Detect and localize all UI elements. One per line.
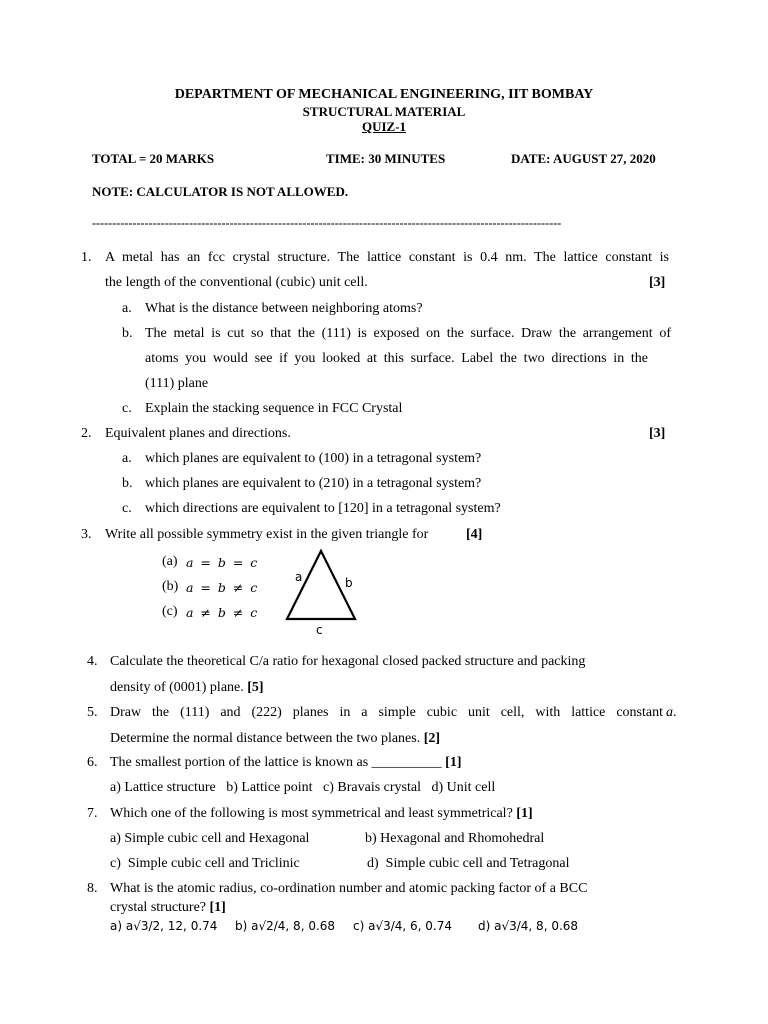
q2c-text: which directions are equivalent to [120] in a tetragonal system? [145,501,501,516]
q8-line1: What is the atomic radius, co-ordination number and atomic packing factor of a BCC [110,881,588,896]
q1b-line3: (111) plane [145,376,209,391]
q6-marks: [1] [445,755,462,770]
q1b-label: b. [122,326,133,341]
q3-option-b-label: (b) [162,579,179,594]
q5-lattice-var: a [666,705,673,720]
time-limit: TIME: 30 MINUTES [326,151,446,166]
q4-line2: density of (0001) plane. [110,680,244,695]
q7-number: 7. [87,806,98,821]
q1b-line2: atoms you would see if you looked at this surface. Label the two directions in the [145,351,648,366]
q6-options: a) Lattice structure b) Lattice point c) Bravais crystal d) Unit cell [110,780,496,795]
q3-option-b: a = b ≠ c [186,580,258,595]
q8-option-d: d) a√3/4, 8, 0.68 [478,919,579,933]
q2a-label: a. [122,451,132,466]
q2-text: Equivalent planes and directions. [105,426,291,441]
q1-number: 1. [81,250,92,265]
q5-line1 [110,705,675,721]
q2a-text: which planes are equivalent to (100) in a tetragonal system? [145,451,482,466]
q5-line2: Determine the normal distance between the two planes. [110,731,421,746]
q5-line1-period: . [673,705,677,720]
q3-option-a-label: (a) [162,554,178,569]
quiz-title: QUIZ-1 [361,119,407,134]
q8-marks: [1] [209,900,226,915]
q6-line-wrap [110,755,462,771]
q4-number: 4. [87,654,98,669]
q8-line2: crystal structure? [110,900,207,915]
q1-line1: A metal has an fcc crystal structure. The lattice constant is 0.4 nm. The lattice constant is [105,250,669,265]
q4-line2-wrap [110,680,264,696]
triangle-side-a-label: a [295,570,303,584]
q1a-label: a. [122,301,132,316]
q6-text: The smallest portion of the lattice is known as __________ [110,755,442,770]
q1c-label: c. [122,401,132,416]
quiz-date: DATE: AUGUST 27, 2020 [511,151,656,166]
q7-line-wrap [110,806,533,822]
q4-marks: [5] [247,680,264,695]
q3-text: Write all possible symmetry exist in the given triangle for [105,527,429,542]
q8-option-a: a) a√3/2, 12, 0.74 [110,919,218,933]
q3-option-c: a ≠ b ≠ c [186,605,258,620]
q8-option-c: c) a√3/4, 6, 0.74 [353,919,453,933]
q1a-text: What is the distance between neighboring atoms? [145,301,423,316]
q3-marks: [4] [466,527,483,542]
q3-option-a: a = b = c [186,555,258,570]
q2b-text: which planes are equivalent to (210) in a tetragonal system? [145,476,482,491]
total-marks: TOTAL = 20 MARKS [92,151,215,166]
q2-number: 2. [81,426,92,441]
q8-number: 8. [87,881,98,896]
q7-option-a: a) Simple cubic cell and Hexagonal [110,831,310,846]
triangle-side-c-label: c [316,623,323,637]
q2c-label: c. [122,501,132,516]
q3-number: 3. [81,527,92,542]
q8-line2-wrap [110,900,226,916]
q4-line1: Calculate the theoretical C/a ratio for hexagonal closed packed structure and packing [110,654,586,669]
q2-marks: [3] [649,426,666,441]
course-title: STRUCTURAL MATERIAL [302,104,466,119]
q5-marks: [2] [423,731,441,746]
divider: -------------------------------------------------------------------------------------------------------------------- [92,216,562,230]
q1-line2: the length of the conventional (cubic) unit cell. [105,275,368,290]
triangle-side-b-label: b [345,576,353,590]
q5-line1-text: Draw the (111) and (222) planes in a simple cubic unit cell, with lattice constant [110,705,663,720]
q5-number: 5. [87,705,98,720]
q7-option-d: d) Simple cubic cell and Tetragonal [367,856,570,871]
q1c-text: Explain the stacking sequence in FCC Crystal [145,401,403,416]
q2b-label: b. [122,476,133,491]
q8-option-b: b) a√2/4, 8, 0.68 [235,919,336,933]
q6-number: 6. [87,755,98,770]
q1b-line1: The metal is cut so that the (111) is exposed on the surface. Draw the arrangement of [145,326,671,341]
q5-line2-wrap [110,731,440,747]
q7-text: Which one of the following is most symmetrical and least symmetrical? [110,806,513,821]
q1-marks: [3] [649,275,666,290]
q3-option-c-label: (c) [162,604,178,619]
note: NOTE: CALCULATOR IS NOT ALLOWED. [92,184,349,199]
q7-marks: [1] [516,806,533,821]
q7-option-c: c) Simple cubic cell and Triclinic [110,856,300,871]
department-heading: DEPARTMENT OF MECHANICAL ENGINEERING, IIT BOMBAY [174,87,594,102]
q7-option-b: b) Hexagonal and Rhomohedral [365,831,545,846]
